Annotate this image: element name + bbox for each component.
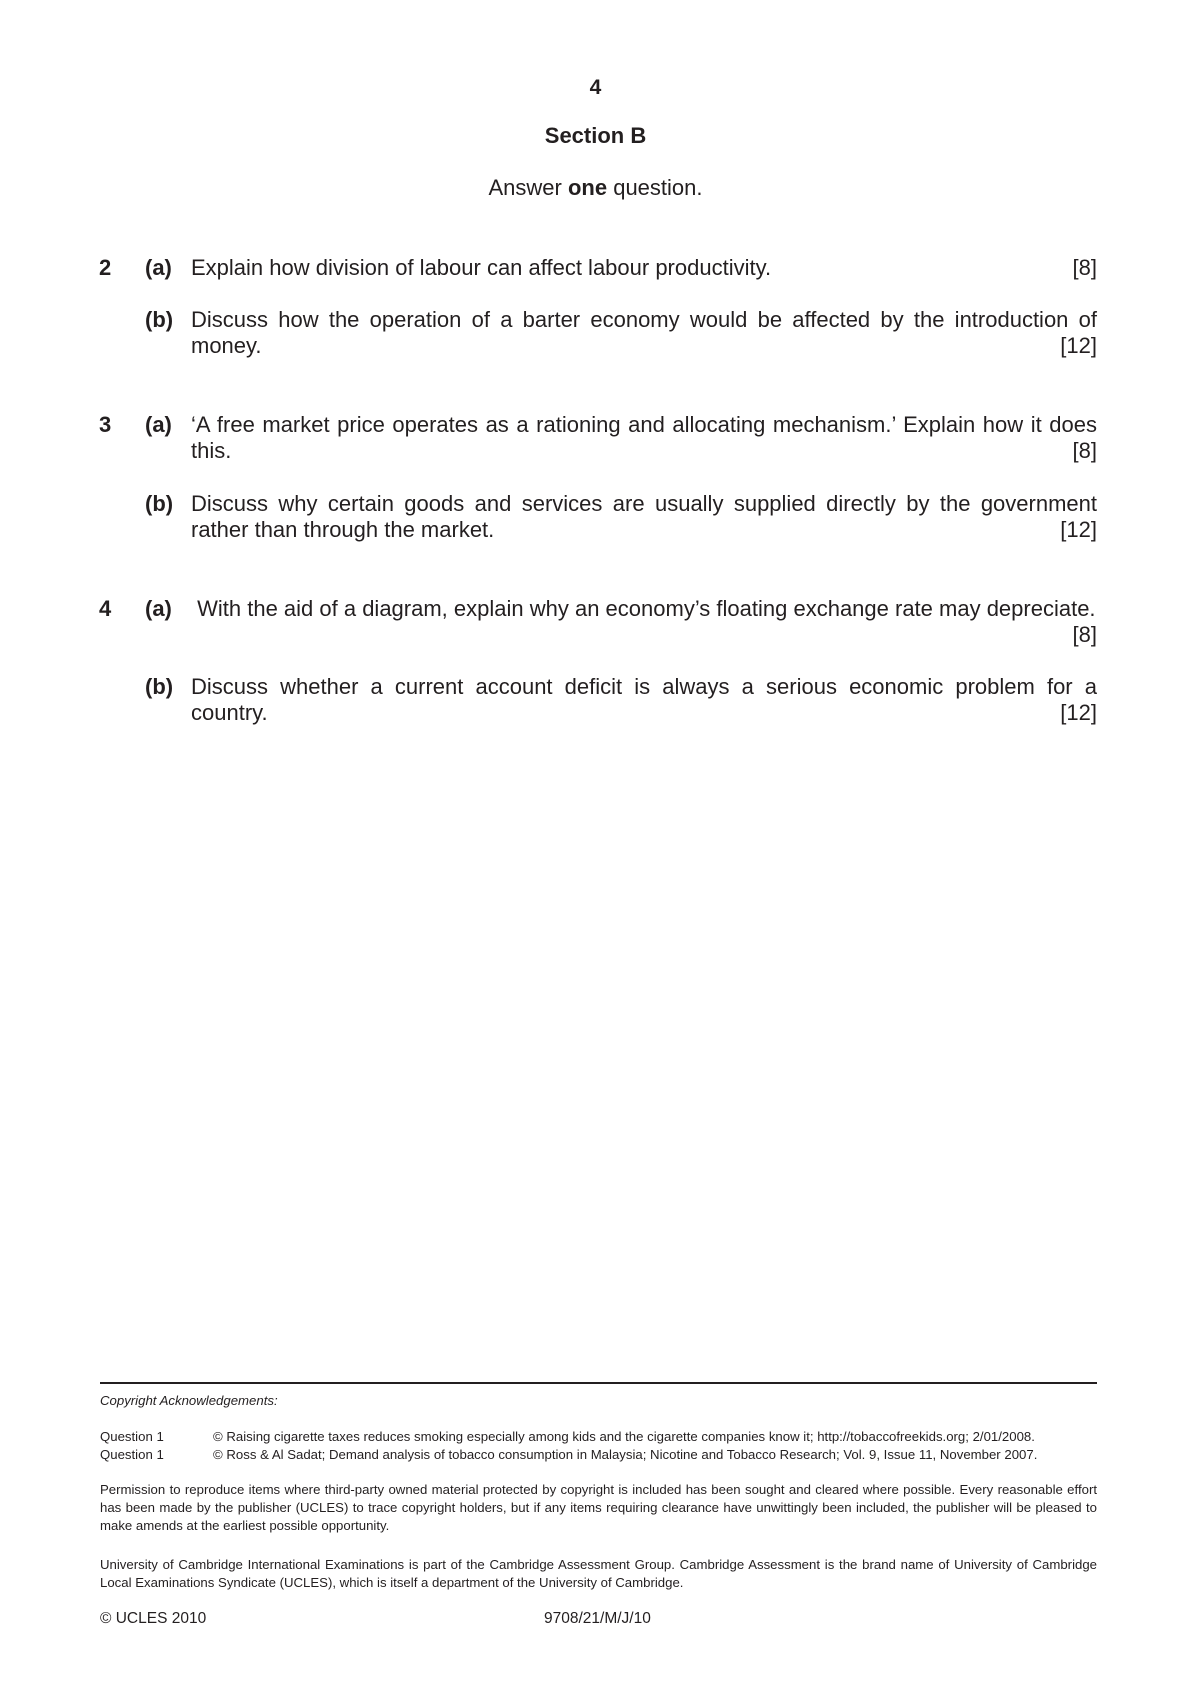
part-text: [191, 596, 1097, 648]
paper-code: 9708/21/M/J/10: [544, 1610, 651, 1627]
part-line: ‘A free market price operates as a rationing and allocating mechanism.’ Explain how it does: [191, 412, 1097, 437]
part-line: Discuss how the operation of a barter economy would be affected by the introduction of: [191, 307, 1097, 332]
part-text: [191, 412, 1097, 464]
marks: [12]: [1060, 333, 1097, 358]
footer-divider: [100, 1382, 1097, 1384]
marks: [12]: [1060, 700, 1097, 725]
section-title: Section B: [544, 123, 647, 148]
copyright-notice: © UCLES 2010: [100, 1610, 207, 1627]
part-line: money.: [191, 333, 262, 358]
question-number: 4: [99, 596, 112, 621]
part-label: (a): [145, 255, 172, 280]
marks: [12]: [1060, 517, 1097, 542]
instruction-post: question.: [607, 175, 703, 200]
acknowledgement-text: © Ross & Al Sadat; Demand analysis of tobacco consumption in Malaysia; Nicotine and Tobacco Research; Vol. 9, Issue 11, November 2007.: [213, 1447, 1038, 1462]
marks: [8]: [1072, 622, 1097, 647]
acknowledgement-question: Question 1: [100, 1429, 164, 1444]
instruction: [0, 175, 1191, 201]
part-label: (b): [145, 307, 174, 332]
acknowledgement-question: Question 1: [100, 1447, 164, 1462]
part-text: [191, 255, 1097, 281]
part-line: Discuss why certain goods and services are usually supplied directly by the government: [191, 491, 1097, 516]
part-line: this.: [191, 438, 232, 463]
question-number: 3: [99, 412, 112, 437]
part-text: [191, 674, 1097, 726]
part-line: Discuss whether a current account deficit is always a serious economic problem for a: [191, 674, 1097, 699]
part-line: With the aid of a diagram, explain why an economy’s floating exchange rate may depreciate.: [191, 596, 1096, 621]
page-number: 4: [589, 76, 602, 99]
part-label: (a): [145, 412, 172, 437]
permission-notice: Permission to reproduce items where third-party owned material protected by copyright is included has been sought and cleared where possible. Every reasonable effort has been made by the publisher (UCLES) to trace copyright holders, but if any items requiring clearance have unwittingly been included, the publisher will be pleased to make amends at the earliest possible opportunity.: [100, 1482, 1097, 1533]
question-number: 2: [99, 255, 112, 280]
part-label: (b): [145, 491, 174, 516]
part-text: [191, 491, 1097, 543]
instruction-pre: Answer: [488, 175, 568, 200]
marks: [8]: [1072, 255, 1097, 280]
marks: [8]: [1072, 438, 1097, 463]
acknowledgement-text: © Raising cigarette taxes reduces smoking especially among kids and the cigarette companies know it; http://tobaccofreekids.org; 2/01/2008.: [213, 1429, 1035, 1444]
part-text: [191, 307, 1097, 359]
part-label: (b): [145, 674, 174, 699]
part-line: country.: [191, 700, 268, 725]
part-label: (a): [145, 596, 172, 621]
acknowledgements-heading: Copyright Acknowledgements:: [100, 1393, 278, 1408]
part-line: Explain how division of labour can affect labour productivity.: [191, 255, 772, 280]
ucles-statement: University of Cambridge International Examinations is part of the Cambridge Assessment Group. Cambridge Assessment is the brand name of University of Cambridge Local Examinations Syndicate (UCLES), which is itself a department of the University of Cambridge.: [100, 1557, 1097, 1590]
instruction-emphasis: one: [567, 175, 608, 200]
part-line: rather than through the market.: [191, 517, 495, 542]
